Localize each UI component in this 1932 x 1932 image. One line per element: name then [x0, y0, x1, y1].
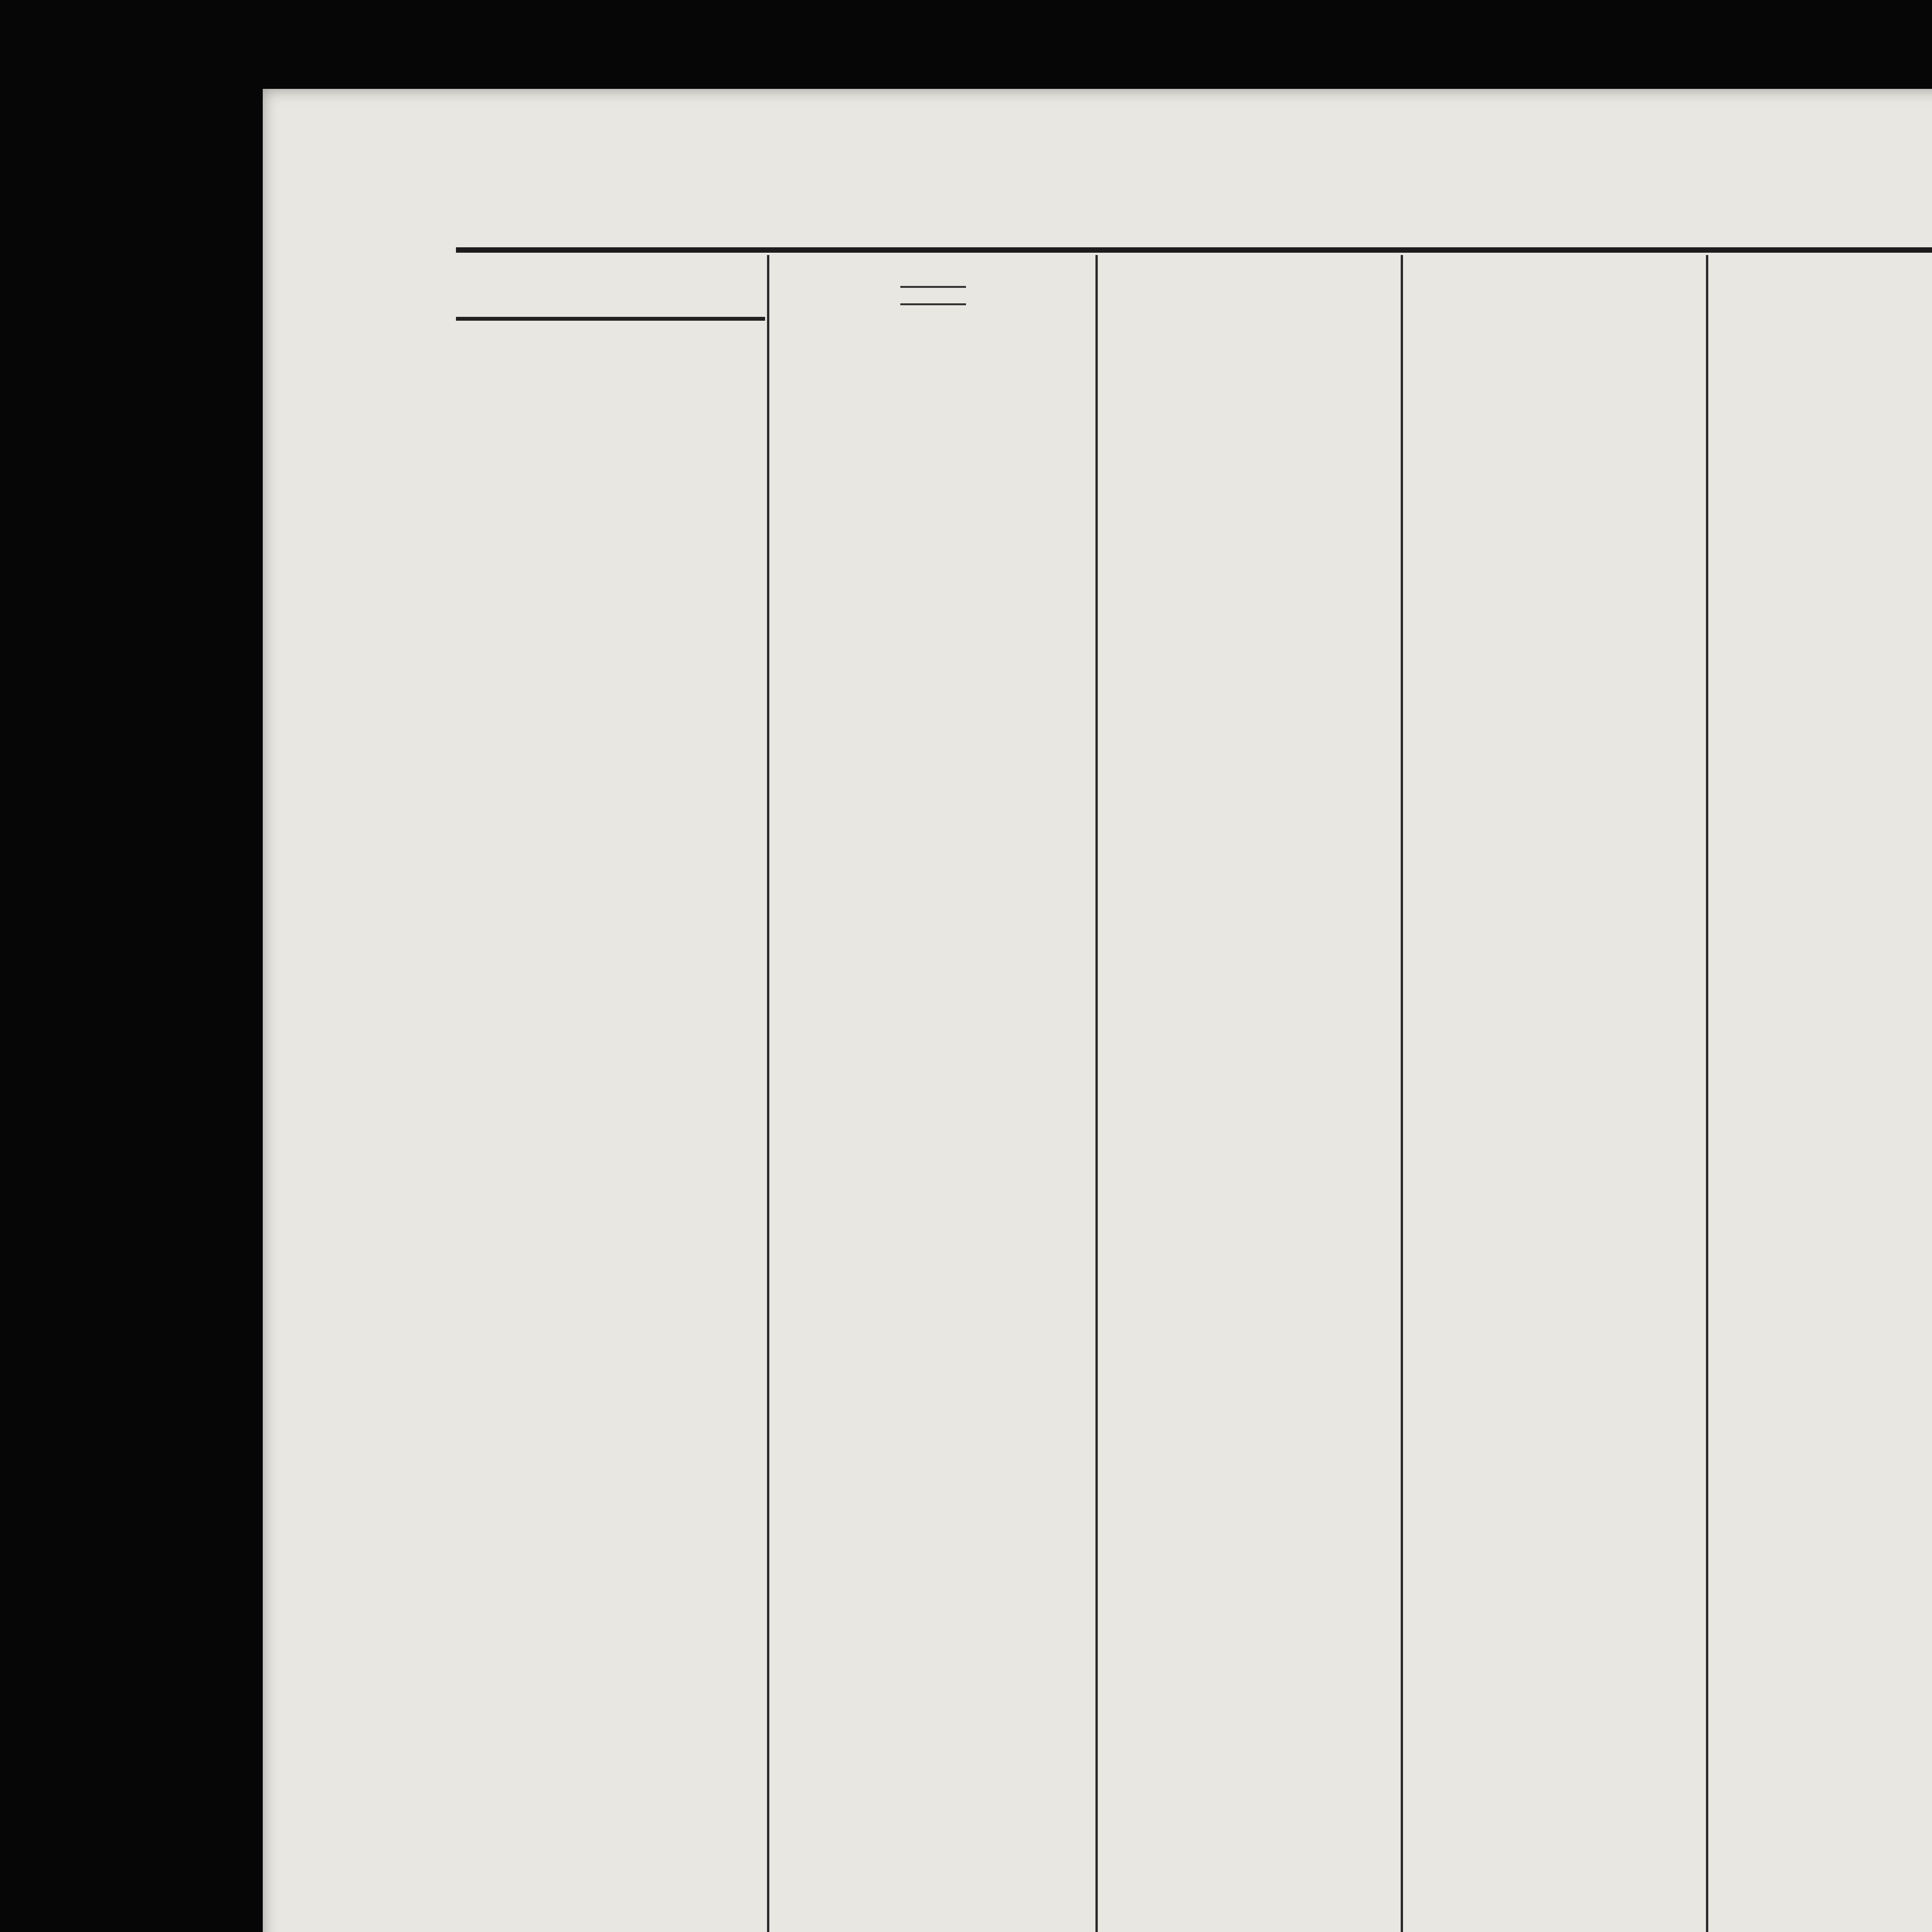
melanson-advertisement	[456, 301, 765, 398]
column-rule	[1095, 255, 1098, 1932]
column-rule	[1401, 255, 1403, 1932]
feuilleton-column-1	[773, 263, 1094, 328]
column-rule	[1706, 255, 1708, 1932]
title-rule	[900, 303, 966, 305]
column-rule	[767, 255, 769, 1932]
header-rule	[456, 247, 1932, 253]
title-rule	[900, 286, 966, 288]
ad-divider	[456, 317, 765, 321]
